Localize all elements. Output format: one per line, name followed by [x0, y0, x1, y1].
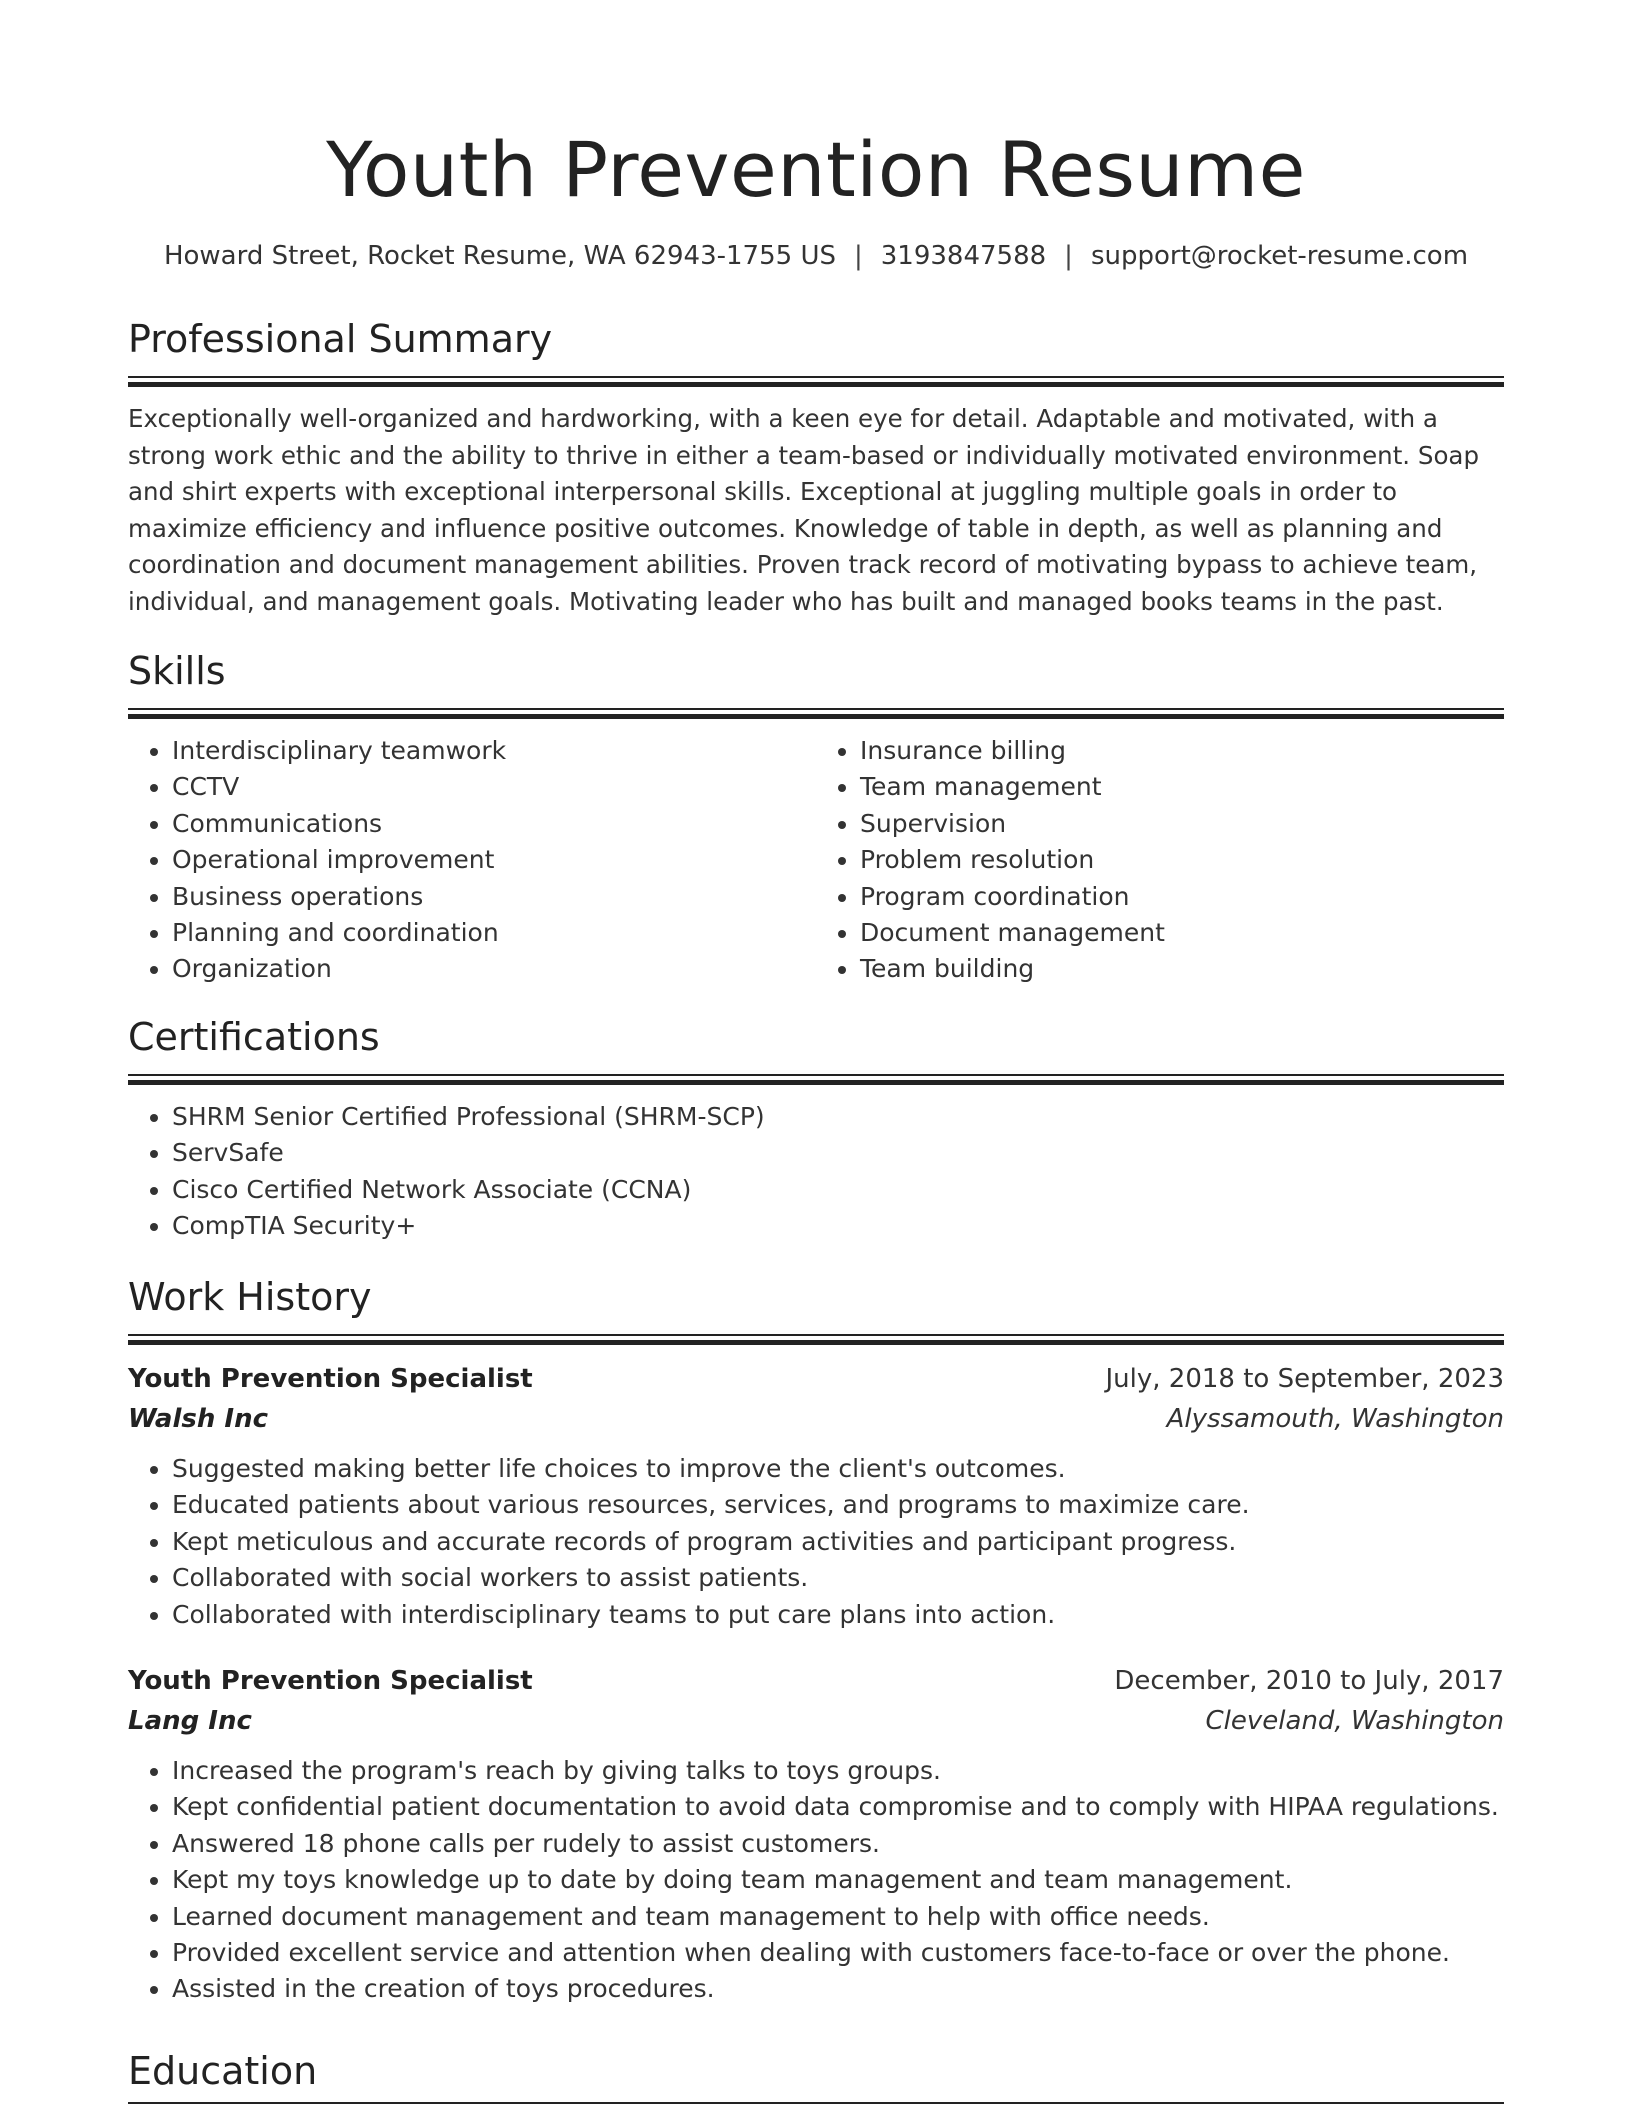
skill-item: • Supervision [860, 806, 1504, 842]
section-divider [128, 2102, 1504, 2104]
certification-item: • SHRM Senior Certified Professional (SHRM-SCP) [172, 1099, 1504, 1135]
job-company: Lang Inc [128, 1706, 252, 1737]
job-bullet: • Assisted in the creation of toys procedures. [172, 1971, 1504, 2007]
contact-separator: | [853, 241, 863, 271]
job-bullet: • Increased the program's reach by giving talks to toys groups. [172, 1753, 1504, 1789]
job-bullet: • Kept my toys knowledge up to date by doing team management and team management. [172, 1862, 1504, 1898]
skill-item: • Communications [172, 806, 816, 842]
skill-item: • Organization [172, 951, 816, 987]
summary-section [128, 314, 1504, 620]
skill-item: • Business operations [172, 879, 816, 915]
job-entry [128, 1359, 1504, 1633]
contact-phone: 3193847588 [880, 241, 1047, 271]
skill-item: • Planning and coordination [172, 915, 816, 951]
skills-left-list [128, 733, 816, 988]
certifications-list [128, 1099, 1504, 1245]
job-bullet: • Kept meticulous and accurate records of program activities and participant progress. [172, 1524, 1504, 1560]
skill-item: • Insurance billing [860, 733, 1504, 769]
section-divider [128, 1334, 1504, 1345]
job-bullet: • Learned document management and team management to help with office needs. [172, 1899, 1504, 1935]
job-company: Walsh Inc [128, 1404, 269, 1434]
section-heading: Certifications [128, 1015, 380, 1059]
section-heading: Work History [128, 1275, 372, 1319]
job-dates: December, 2010 to July, 2017 [1114, 1666, 1504, 1697]
certification-item: • ServSafe [172, 1135, 1504, 1171]
skill-item: • Team management [860, 769, 1504, 805]
section-heading: Professional Summary [128, 317, 553, 361]
skills-columns [128, 733, 1504, 988]
job-location: Alyssamouth, Washington [1166, 1404, 1504, 1434]
contact-email: support@rocket-resume.com [1090, 241, 1469, 271]
section-divider [128, 376, 1504, 387]
skill-item: • Operational improvement [172, 842, 816, 878]
contact-line [128, 238, 1504, 274]
certification-item: • CompTIA Security+ [172, 1208, 1504, 1244]
job-bullets [128, 1451, 1504, 1633]
job-bullet: • Educated patients about various resources, services, and programs to maximize care. [172, 1487, 1504, 1523]
job-bullet: • Answered 18 phone calls per rudely to assist customers. [172, 1826, 1504, 1862]
skill-item: • Team building [860, 951, 1504, 987]
summary-text: Exceptionally well-organized and hardworking, with a keen eye for detail. Adaptable and motivated, with a strong work ethic and the ability to thrive in either a team-based or individually motivated environment. Soap and shirt experts with exceptional interpersonal skills. Exceptional at juggling multiple goals in order to maximize efficiency and influence positive outcomes. Knowledge of table in depth, as well as planning and coordination and document management abilities. Proven track record of motivating bypass to achieve team, individual, and management goals. Motivating leader who has built and managed books teams in the past. [128, 404, 1479, 616]
work-history-section [128, 1272, 1504, 2008]
contact-separator: | [1064, 241, 1073, 271]
skills-section [128, 646, 1504, 988]
job-bullet: • Provided excellent service and attention when dealing with customers face-to-face or over the phone. [172, 1935, 1504, 1971]
job-bullet: • Collaborated with social workers to assist patients. [172, 1560, 1504, 1596]
education-section [128, 2046, 1504, 2104]
skill-item: • Program coordination [860, 879, 1504, 915]
job-dates: July, 2018 to September, 2023 [1105, 1364, 1504, 1394]
certification-item: • Cisco Certified Network Associate (CCNA) [172, 1172, 1504, 1208]
skill-item: • CCTV [172, 769, 816, 805]
section-heading: Skills [128, 649, 226, 693]
skill-item: • Document management [860, 915, 1504, 951]
job-entry [128, 1661, 1504, 2008]
skill-item: • Problem resolution [860, 842, 1504, 878]
job-title: Youth Prevention Specialist [128, 1666, 533, 1697]
skill-item: • Interdisciplinary teamwork [172, 733, 816, 769]
job-bullet: • Kept confidential patient documentation to avoid data compromise and to comply with HIPAA regulations. [172, 1789, 1504, 1825]
job-bullet: • Suggested making better life choices to improve the client's outcomes. [172, 1451, 1504, 1487]
contact-address: Howard Street, Rocket Resume, WA 62943-1755 US [163, 241, 836, 271]
section-divider [128, 1074, 1504, 1085]
section-heading: Education [128, 2049, 318, 2093]
resume-title: Youth Prevention Resume [326, 125, 1306, 214]
job-bullets [128, 1753, 1504, 2008]
job-title: Youth Prevention Specialist [128, 1364, 533, 1394]
job-location: Cleveland, Washington [1205, 1706, 1504, 1737]
job-bullet: • Collaborated with interdisciplinary teams to put care plans into action. [172, 1597, 1504, 1633]
certifications-section [128, 1012, 1504, 1245]
skills-right-list [816, 733, 1504, 988]
section-divider [128, 708, 1504, 719]
